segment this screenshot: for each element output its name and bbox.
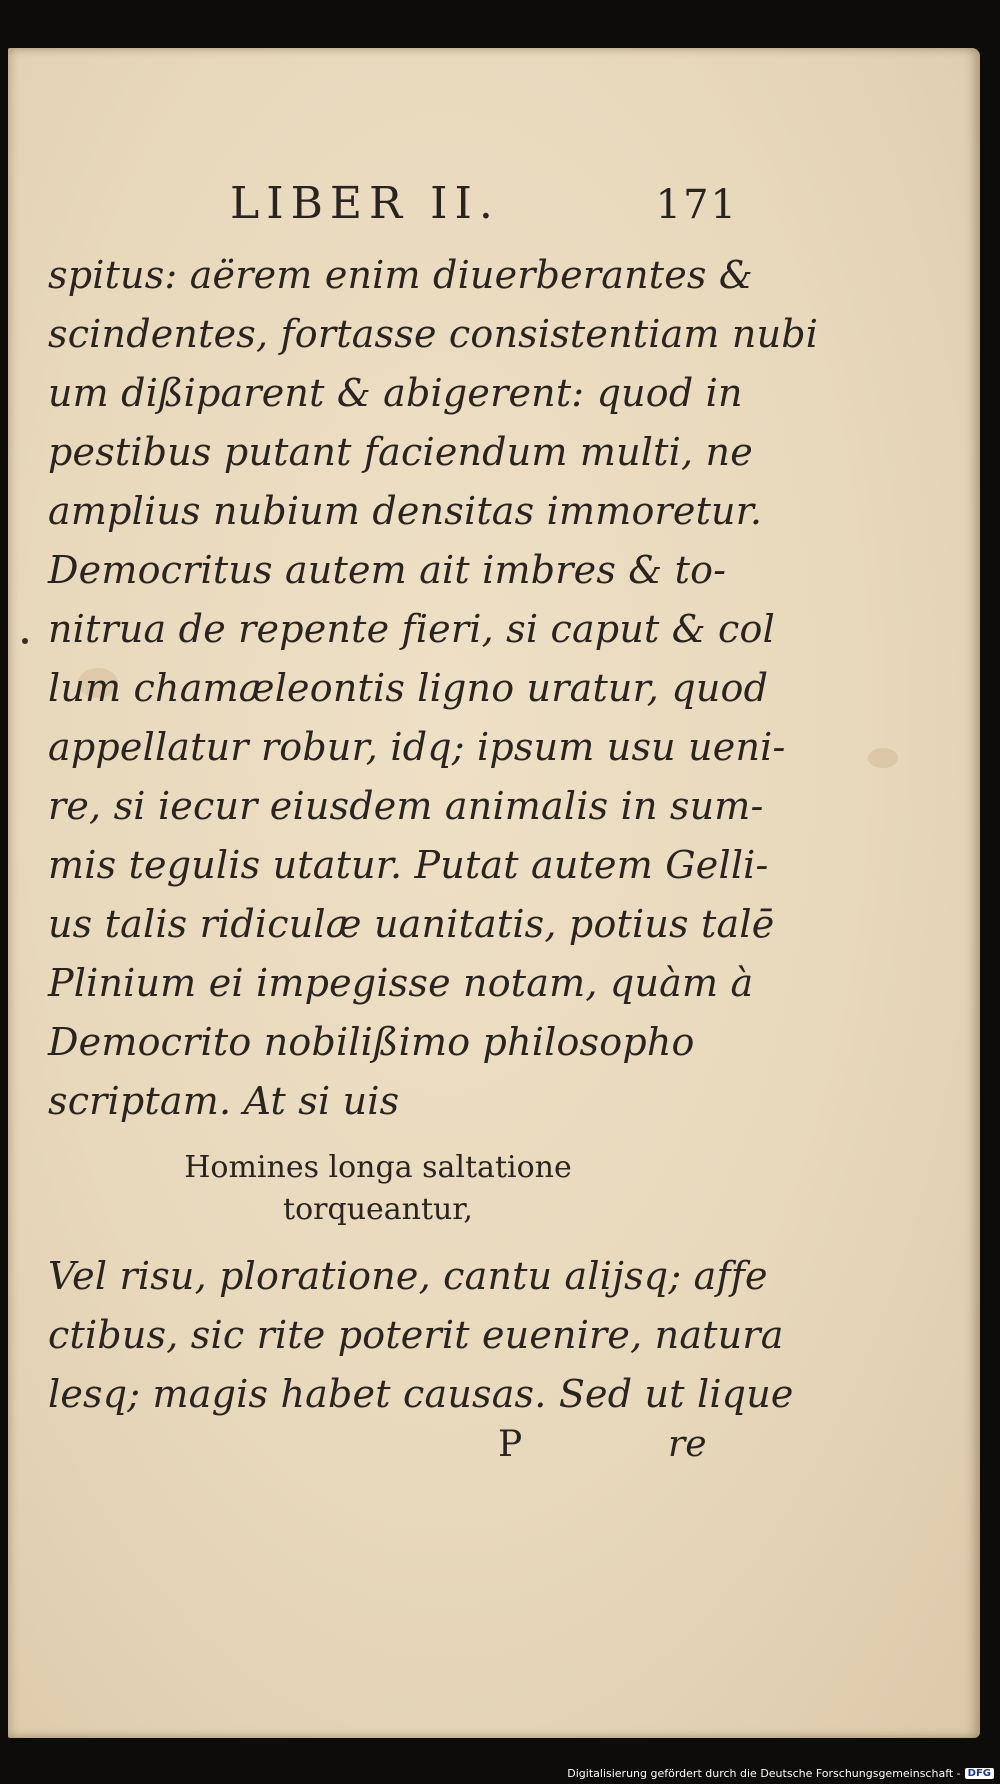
section-heading-line: Homines longa saltatione (184, 1150, 572, 1185)
digitization-credit (567, 1767, 994, 1780)
text-line: amplius nubium densitas immoretur. (48, 489, 763, 533)
section-heading-line: torqueantur, (283, 1192, 473, 1227)
catchword: re (668, 1424, 707, 1465)
text-block-after (48, 1247, 794, 1424)
text-line: Vel risu, ploratione, cantu alijsq; affe (48, 1254, 768, 1298)
text-line: mis tegulis utatur. Putat autem Gelli- (48, 843, 769, 887)
text-line: ctibus, sic rite poterit euenire, natura (48, 1313, 784, 1357)
page-content (48, 178, 819, 1484)
text-line: scriptam. At si uis (48, 1079, 400, 1123)
text-line: nitrua de repente fieri, si caput & col (48, 607, 775, 651)
text-line: scindentes, fortasse consistentiam nubi (48, 312, 819, 356)
text-line: lesq; magis habet causas. Sed ut lique (48, 1372, 794, 1416)
text-line: Democritus autem ait imbres & to- (48, 548, 727, 592)
text-line: us talis ridiculæ uanitatis, potius talē (48, 902, 775, 946)
page-header (48, 178, 738, 246)
credit-text: Digitalisierung gefördert durch die Deutsche Forschungsgemeinschaft - (567, 1767, 961, 1780)
ink-dot (22, 638, 28, 644)
text-block-before (48, 246, 819, 1131)
section-heading (48, 1147, 738, 1231)
page-number: 171 (655, 182, 738, 228)
text-line: appellatur robur, idq; ipsum usu ueni- (48, 725, 786, 769)
signature-mark: P (498, 1424, 523, 1465)
running-head: LIBER II. (230, 178, 500, 229)
text-line: lum chamæleontis ligno uratur, quod (48, 666, 769, 710)
page-footer-line (48, 1424, 738, 1484)
text-line: Plinium ei impegisse notam, quàm à (48, 961, 754, 1005)
dfg-logo: DFG (965, 1768, 994, 1779)
text-line: spitus: aërem enim diuerberantes & (48, 253, 753, 297)
paper-stain (868, 748, 898, 768)
text-line: re, si iecur eiusdem animalis in sum- (48, 784, 764, 828)
text-line: pestibus putant faciendum multi, ne (48, 430, 753, 474)
text-line: Democrito nobilißimo philosopho (48, 1020, 695, 1064)
text-line: um dißiparent & abigerent: quod in (48, 371, 743, 415)
book-page (8, 48, 980, 1738)
